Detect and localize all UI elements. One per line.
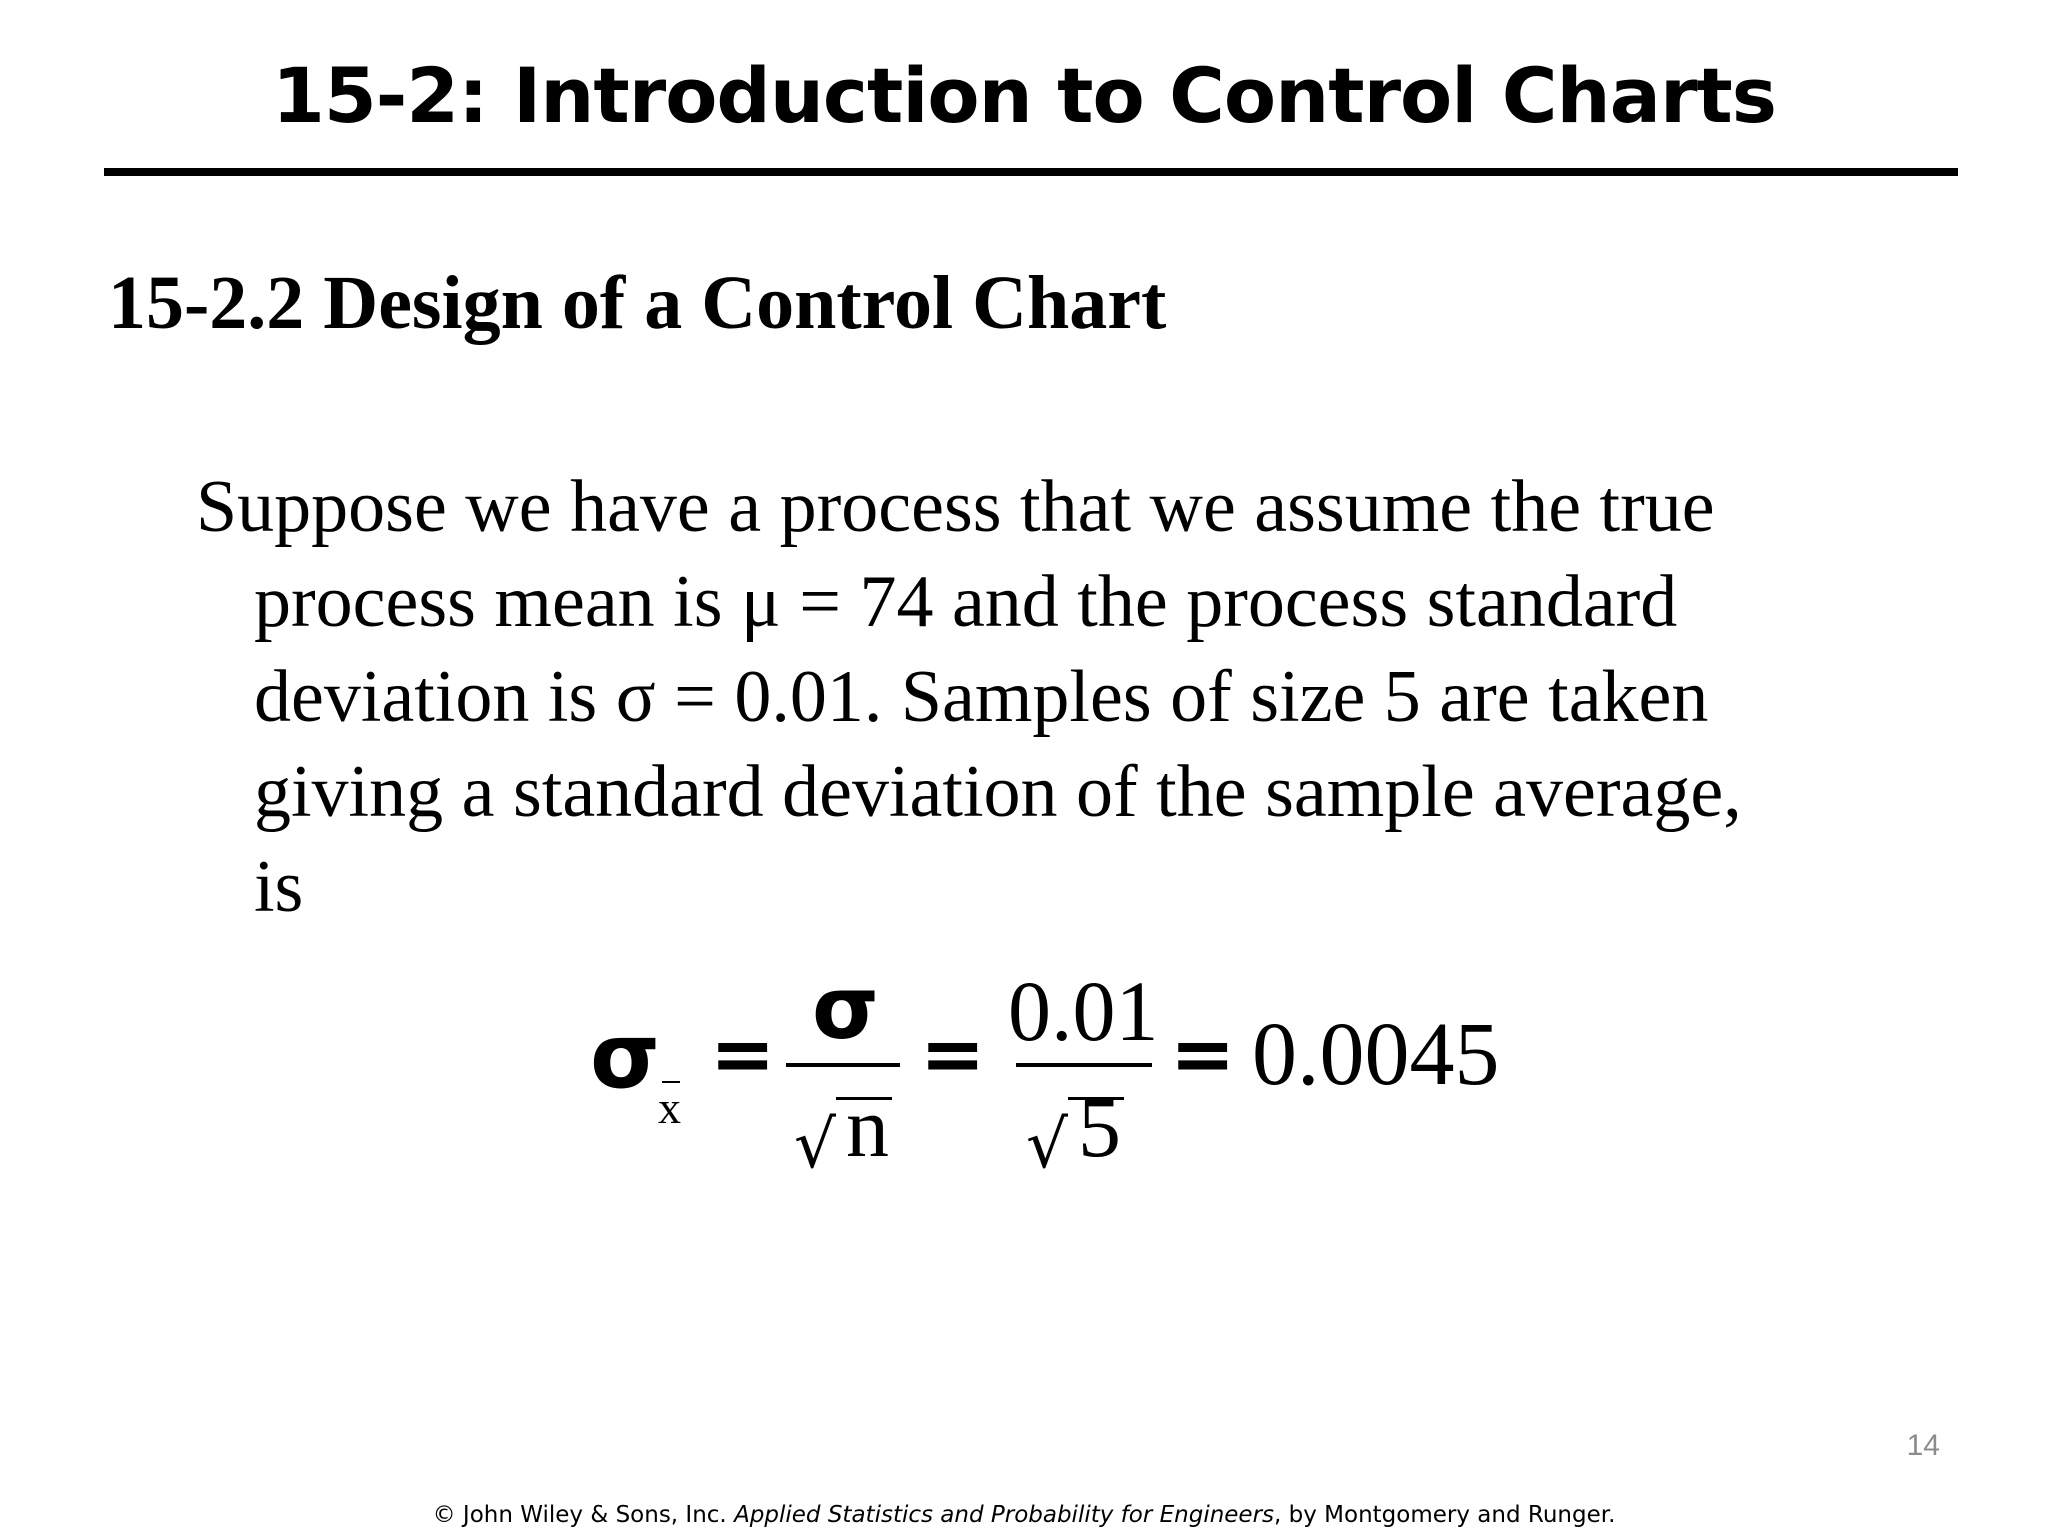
fraction-1-denominator: n xyxy=(846,1079,889,1175)
footer-prefix: © John Wiley & Sons, Inc. xyxy=(432,1502,735,1528)
fraction-2-bar xyxy=(1016,1063,1152,1067)
equals-sign-2: = xyxy=(920,1010,986,1100)
body-line-5: is xyxy=(254,846,304,928)
fraction-1-bar xyxy=(786,1063,900,1067)
sqrt-icon: √ xyxy=(1026,1106,1069,1183)
section-heading: 15-2.2 Design of a Control Chart xyxy=(108,261,1167,345)
equation-result: 0.0045 xyxy=(1252,1005,1500,1104)
footer-suffix: , by Montgomery and Runger. xyxy=(1274,1502,1616,1528)
body-paragraph xyxy=(196,460,1916,935)
slide-title: 15-2: Introduction to Control Charts xyxy=(271,51,1776,140)
equation-lhs-sigma: σ xyxy=(590,1004,661,1109)
copyright-footer xyxy=(0,1500,2048,1530)
body-line-4: giving a standard deviation of the sample average, xyxy=(254,751,1742,833)
sqrt-icon: √ xyxy=(794,1106,837,1183)
equals-sign-3: = xyxy=(1170,1010,1236,1100)
equation-lhs-subscript: x xyxy=(658,1082,681,1133)
footer-book-title: Applied Statistics and Probability for Engineers xyxy=(734,1502,1275,1528)
body-line-3: deviation is σ = 0.01. Samples of size 5 are taken xyxy=(254,656,1709,738)
body-line-2: process mean is μ = 74 and the process standard xyxy=(254,561,1678,643)
standard-error-equation xyxy=(590,959,1530,1215)
body-line-1: Suppose we have a process that we assume the true xyxy=(196,466,1715,548)
page-number: 14 xyxy=(1906,1429,1940,1462)
title-divider xyxy=(104,168,1958,176)
equals-sign-1: = xyxy=(710,1010,776,1100)
fraction-2-numerator: 0.01 xyxy=(1008,963,1159,1059)
fraction-1-numerator: σ xyxy=(812,959,879,1059)
fraction-2-denominator: 5 xyxy=(1078,1079,1121,1175)
